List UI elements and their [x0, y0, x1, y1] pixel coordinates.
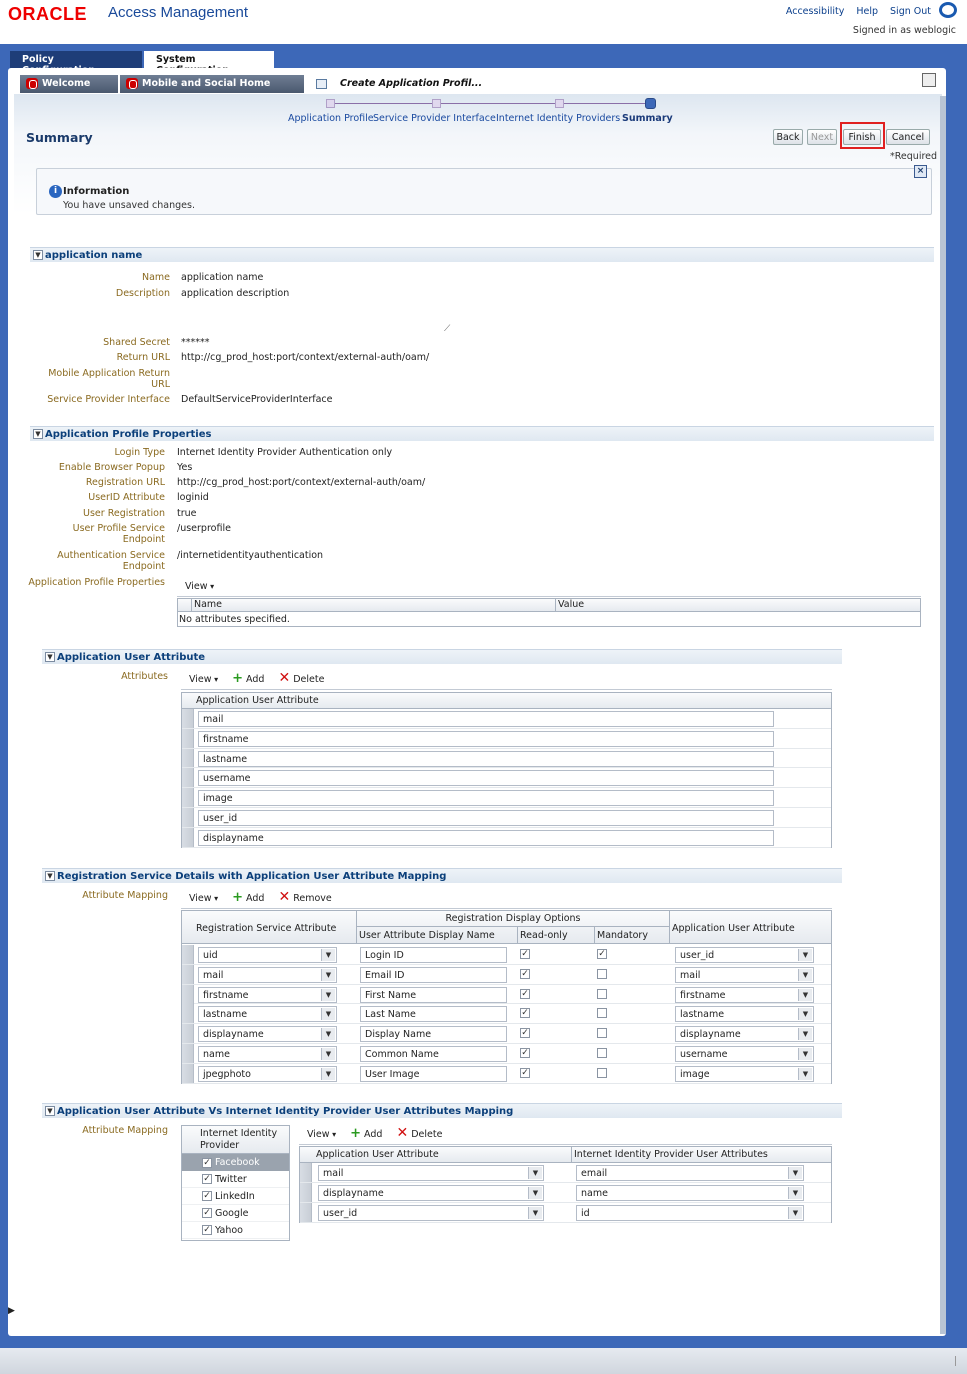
registration-attribute-select[interactable]: firstname ▼ — [198, 987, 337, 1003]
application-attribute-select[interactable]: user_id ▼ — [675, 947, 814, 963]
registration-attribute-select[interactable]: displayname ▼ — [198, 1026, 337, 1042]
row-selector[interactable] — [182, 729, 194, 748]
registration-attribute-select[interactable]: jpegphoto ▼ — [198, 1066, 337, 1082]
idp-mapping-table — [299, 1146, 832, 1223]
provider-checkbox[interactable]: ✓ — [203, 1225, 211, 1235]
display-name-input[interactable]: User Image — [360, 1066, 507, 1082]
provider-label: LinkedIn — [215, 1190, 255, 1202]
column-internet-identity-provider: Internet Identity Provider — [182, 1126, 289, 1154]
row-selector[interactable] — [182, 965, 194, 984]
save-icon[interactable] — [922, 73, 936, 87]
add-icon: + — [232, 670, 244, 686]
read-only-checkbox[interactable]: ✓ — [521, 988, 529, 999]
resize-handle-icon[interactable]: ⟋ — [444, 324, 451, 334]
display-name-input[interactable]: Login ID — [360, 947, 507, 963]
back-button[interactable]: Back — [773, 129, 803, 145]
table-row — [182, 985, 831, 1005]
provider-item[interactable] — [182, 1188, 289, 1205]
display-name-input[interactable]: Display Name — [360, 1026, 507, 1042]
row-header-spacer — [300, 1147, 314, 1162]
row-selector[interactable] — [182, 1064, 194, 1083]
tab-system-configuration[interactable]: System — [144, 51, 274, 68]
field-value: application description — [181, 288, 290, 299]
row-selector[interactable] — [300, 1183, 312, 1202]
section-title: Application User Attribute — [57, 652, 206, 663]
table-row — [300, 1203, 831, 1223]
field-value: Yes — [177, 462, 193, 473]
view-menu[interactable]: View ▾ — [189, 674, 218, 685]
table-row — [182, 1044, 831, 1064]
field-value: /userprofile — [177, 523, 231, 534]
provider-item[interactable] — [182, 1171, 289, 1188]
table-header — [300, 1147, 831, 1163]
panel-edge — [940, 96, 946, 1334]
table-row — [300, 1163, 831, 1183]
oracle-globe-icon — [939, 2, 957, 18]
table-header — [178, 599, 920, 612]
column-group-display-options: Registration Display Options — [356, 911, 670, 927]
row-selector[interactable] — [182, 808, 194, 827]
add-button[interactable] — [232, 670, 265, 686]
column-registration-service-attribute[interactable]: Registration Service Attribute — [196, 923, 337, 934]
empty-message: No attributes specified. — [179, 614, 290, 625]
table-row — [182, 808, 831, 828]
attribute-input[interactable]: mail — [198, 711, 774, 727]
delete-label: Delete — [411, 1129, 443, 1140]
row-selector[interactable] — [182, 1024, 194, 1043]
column-display-name[interactable]: User Attribute Display Name — [356, 927, 517, 944]
finish-button[interactable]: Finish — [843, 129, 881, 145]
field-label: Attribute Mapping — [82, 1125, 168, 1136]
field-label: Enable Browser Popup — [58, 462, 165, 473]
row-selector[interactable] — [182, 709, 194, 728]
oracle-tab-icon — [26, 78, 38, 89]
row-selector[interactable] — [182, 749, 194, 768]
info-message: You have unsaved changes. — [63, 200, 195, 211]
field-label: Name — [141, 272, 170, 283]
table-row — [182, 965, 831, 985]
row-selector[interactable] — [182, 788, 194, 807]
row-selector[interactable] — [182, 985, 194, 1004]
provider-rows — [182, 1154, 289, 1239]
field-label: Login Type — [114, 447, 165, 458]
table-row — [182, 768, 831, 788]
read-only-checkbox[interactable]: ✓ — [521, 949, 529, 959]
application-attribute-select[interactable]: lastname ▼ — [675, 1006, 814, 1022]
document-icon — [316, 79, 327, 89]
idp-toolbar — [299, 1124, 832, 1145]
provider-list — [181, 1125, 290, 1241]
registration-attribute-select[interactable]: name ▼ — [198, 1046, 337, 1062]
field-label: Application Profile Properties — [28, 577, 165, 588]
application-attribute-select[interactable]: firstname ▼ — [675, 987, 814, 1003]
train-label-identity-providers[interactable]: Internet Identity Providers — [496, 113, 621, 124]
attribute-input[interactable]: displayname — [198, 830, 774, 846]
train-stop-service-provider[interactable] — [432, 99, 441, 108]
mapping-toolbar — [181, 888, 832, 909]
field-label: Shared Secret — [103, 337, 170, 348]
field-label: UserID Attribute — [88, 492, 165, 503]
add-label: Add — [246, 892, 265, 904]
field-value: /internetidentityauthentication — [177, 550, 324, 561]
row-selector[interactable] — [182, 945, 194, 964]
properties-toolbar — [177, 576, 921, 597]
column-name[interactable]: Name — [192, 599, 556, 611]
add-button[interactable] — [232, 889, 265, 905]
table-row — [182, 945, 831, 965]
section-application-profile-properties[interactable] — [30, 426, 934, 441]
field-value: true — [177, 508, 197, 519]
read-only-checkbox[interactable]: ✓ — [521, 1008, 529, 1019]
section-title: Application Profile Properties — [45, 429, 212, 440]
application-attribute-select[interactable]: image ▼ — [675, 1066, 814, 1082]
table-row — [182, 788, 831, 808]
application-attribute-select[interactable]: displayname ▼ — [318, 1185, 544, 1201]
train-label-application-profile[interactable]: Application Profile — [288, 113, 374, 124]
column-mandatory[interactable]: Mandatory — [594, 927, 670, 944]
attribute-input[interactable]: firstname — [198, 731, 774, 747]
field-value: ****** — [181, 337, 210, 348]
table-row — [182, 1064, 831, 1084]
attribute-input[interactable]: image — [198, 790, 774, 806]
field-label: Mobile Application Return URL — [48, 368, 170, 390]
info-icon: i — [49, 185, 62, 198]
read-only-checkbox[interactable]: ✓ — [521, 1028, 529, 1039]
column-read-only[interactable]: Read-only — [517, 927, 594, 944]
idp-rows — [300, 1163, 831, 1223]
cancel-button[interactable]: Cancel — [886, 129, 930, 145]
footer-bar — [0, 1348, 967, 1374]
field-label: Authentication Service Endpoint — [57, 550, 165, 572]
mandatory-checkbox[interactable] — [597, 989, 607, 999]
train-label-service-provider[interactable]: Service Provider Interface — [373, 113, 496, 124]
remove-icon: ✕ — [278, 889, 291, 905]
column-application-user-attribute[interactable]: Application User Attribute — [314, 1147, 572, 1162]
row-selector[interactable] — [300, 1163, 312, 1182]
product-title: Access Management — [108, 4, 249, 21]
field-label: Service Provider Interface — [47, 394, 170, 405]
doc-tab-welcome[interactable] — [20, 75, 118, 93]
view-menu[interactable]: View ▾ — [307, 1129, 336, 1140]
field-value: loginid — [177, 492, 209, 503]
mandatory-checkbox[interactable]: ✓ — [598, 949, 606, 959]
row-selector[interactable] — [182, 1044, 194, 1063]
attributes-table — [181, 692, 832, 848]
row-header-spacer — [178, 599, 192, 611]
attribute-input[interactable]: username — [198, 770, 774, 786]
view-menu[interactable]: View ▾ — [185, 581, 214, 592]
delete-label: Delete — [293, 674, 325, 685]
train-label-summary: Summary — [622, 113, 673, 124]
field-label: Registration URL — [85, 477, 165, 488]
add-icon: + — [232, 889, 244, 905]
view-menu[interactable]: View ▾ — [189, 893, 218, 904]
display-name-input[interactable]: Last Name — [360, 1006, 507, 1022]
attribute-input[interactable]: user_id — [198, 810, 774, 826]
application-attribute-select[interactable]: mail ▼ — [675, 967, 814, 983]
provider-label: Google — [215, 1207, 249, 1219]
application-attribute-select[interactable]: mail ▼ — [318, 1165, 544, 1181]
mandatory-checkbox[interactable] — [597, 969, 607, 979]
column-application-user-attribute[interactable]: Application User Attribute — [672, 923, 795, 934]
attributes-toolbar — [181, 669, 832, 690]
collapse-icon[interactable]: ▼ — [45, 1106, 55, 1116]
section-registration-service[interactable] — [42, 868, 842, 883]
field-label: Attribute Mapping — [82, 890, 168, 901]
display-name-input[interactable]: First Name — [360, 987, 507, 1003]
help-link[interactable]: Help — [856, 6, 879, 17]
attribute-input[interactable]: lastname — [198, 751, 774, 767]
section-application-user-attribute[interactable] — [42, 649, 842, 664]
mandatory-checkbox[interactable] — [597, 1048, 607, 1058]
remove-button[interactable] — [278, 889, 332, 905]
field-label: Description — [115, 288, 170, 299]
mandatory-checkbox[interactable] — [597, 1068, 607, 1078]
attributes-rows — [182, 709, 831, 848]
column-application-user-attribute[interactable]: Application User Attribute — [182, 693, 831, 709]
mapping-rows — [182, 945, 831, 1084]
provider-checkbox[interactable]: ✓ — [203, 1191, 211, 1201]
collapse-icon[interactable]: ▼ — [33, 429, 43, 439]
doc-tab-label: Welcome — [42, 78, 91, 89]
train-stop-summary — [645, 98, 656, 109]
row-selector[interactable] — [182, 828, 194, 847]
add-label: Add — [364, 1128, 383, 1140]
provider-label: Twitter — [215, 1173, 247, 1185]
doc-tab-mobile-social-home[interactable] — [120, 75, 304, 93]
page-title: Summary — [26, 130, 93, 145]
field-value: http://cg_prod_host:port/context/external-auth/oam/ — [177, 477, 426, 488]
remove-label: Remove — [293, 893, 332, 904]
display-name-input[interactable]: Common Name — [360, 1046, 507, 1062]
footer-divider — [955, 1356, 956, 1366]
oracle-tab-icon — [126, 78, 138, 89]
finish-highlight — [840, 122, 885, 149]
provider-label: Yahoo — [215, 1224, 243, 1236]
read-only-checkbox[interactable]: ✓ — [521, 1067, 529, 1078]
accessibility-link[interactable]: Accessibility — [785, 6, 845, 17]
signed-in-text: Signed in as weblogic — [852, 25, 956, 36]
train-stop-identity-providers[interactable] — [555, 99, 564, 108]
application-attribute-select[interactable]: username ▼ — [675, 1046, 814, 1062]
add-button[interactable] — [350, 1125, 383, 1141]
global-nav — [786, 6, 931, 17]
field-label: Return URL — [116, 352, 170, 363]
table-row — [182, 1024, 831, 1044]
idp-attribute-select[interactable]: id ▼ — [576, 1205, 804, 1221]
next-button[interactable]: Next — [807, 129, 837, 145]
table-row — [182, 729, 831, 749]
provider-item[interactable] — [182, 1222, 289, 1239]
registration-mapping-table — [181, 910, 832, 1084]
display-name-input[interactable]: Email ID — [360, 967, 507, 983]
collapse-icon[interactable]: ▼ — [45, 871, 55, 881]
delete-icon: ✕ — [278, 670, 291, 686]
mandatory-checkbox[interactable] — [597, 1008, 607, 1018]
table-row — [182, 709, 831, 729]
add-icon: + — [350, 1125, 362, 1141]
section-title: application name — [45, 250, 143, 261]
column-value[interactable]: Value — [558, 599, 585, 610]
delete-icon: ✕ — [396, 1125, 409, 1141]
read-only-checkbox[interactable]: ✓ — [521, 1047, 529, 1058]
field-value: http://cg_prod_host:port/context/external-auth/oam/ — [181, 352, 430, 363]
doc-tab-label: Mobile and Social Home — [142, 78, 271, 89]
table-row — [182, 1004, 831, 1024]
section-title: Registration Service Details with Application User Attribute Mapping — [57, 871, 447, 882]
delete-button[interactable] — [396, 1125, 443, 1141]
sign-out-link[interactable]: Sign Out — [890, 6, 931, 17]
field-label: User Registration — [83, 508, 165, 519]
add-label: Add — [246, 673, 265, 685]
expand-panel-icon[interactable]: ▶ — [8, 1306, 15, 1316]
tab-policy-configuration[interactable]: Policy — [10, 51, 142, 68]
field-value: Internet Identity Provider Authentication only — [177, 447, 393, 458]
provider-item[interactable] — [182, 1154, 289, 1171]
idp-attribute-select[interactable]: email ▼ — [576, 1165, 804, 1181]
column-idp-user-attributes[interactable]: Internet Identity Provider User Attributes — [574, 1149, 768, 1160]
train-line — [330, 103, 650, 104]
provider-checkbox[interactable]: ✓ — [203, 1174, 211, 1184]
provider-label: Facebook — [215, 1157, 260, 1168]
collapse-icon[interactable]: ▼ — [33, 250, 43, 260]
field-label: User Profile Service Endpoint — [72, 523, 165, 545]
table-row — [300, 1183, 831, 1203]
application-attribute-select[interactable]: displayname ▼ — [675, 1026, 814, 1042]
field-label: Attributes — [121, 671, 168, 682]
delete-button[interactable] — [278, 670, 325, 686]
section-idp-mapping[interactable] — [42, 1103, 842, 1118]
registration-attribute-select[interactable]: mail ▼ — [198, 967, 337, 983]
section-title: Application User Attribute Vs Internet Identity Provider User Attributes Mapping — [57, 1106, 514, 1117]
doc-tab-create-app-profile[interactable]: Create Application Profil... — [308, 75, 938, 93]
registration-attribute-select[interactable]: uid ▼ — [198, 947, 337, 963]
train-stop-application-profile[interactable] — [326, 99, 335, 108]
row-selector[interactable] — [182, 1004, 194, 1023]
provider-checkbox[interactable]: ✓ — [203, 1208, 211, 1218]
oracle-logo: ORACLE — [8, 4, 87, 24]
provider-checkbox[interactable]: ✓ — [203, 1157, 211, 1168]
field-value: application name — [181, 272, 264, 283]
properties-table — [177, 598, 921, 627]
row-selector[interactable] — [182, 768, 194, 787]
read-only-checkbox[interactable]: ✓ — [521, 968, 529, 979]
registration-attribute-select[interactable]: lastname ▼ — [198, 1006, 337, 1022]
mandatory-checkbox[interactable] — [597, 1028, 607, 1038]
info-title: Information — [63, 186, 130, 197]
table-row — [182, 828, 831, 848]
idp-attribute-select[interactable]: name ▼ — [576, 1185, 804, 1201]
application-attribute-select[interactable]: user_id ▼ — [318, 1205, 544, 1221]
table-row — [182, 749, 831, 769]
section-application-name[interactable] — [30, 247, 934, 262]
field-value: DefaultServiceProviderInterface — [181, 394, 333, 405]
provider-item[interactable] — [182, 1205, 289, 1222]
row-selector[interactable] — [300, 1203, 312, 1222]
collapse-icon[interactable]: ▼ — [45, 652, 55, 662]
close-icon[interactable]: × — [914, 165, 927, 178]
required-note: *Required — [890, 151, 938, 162]
